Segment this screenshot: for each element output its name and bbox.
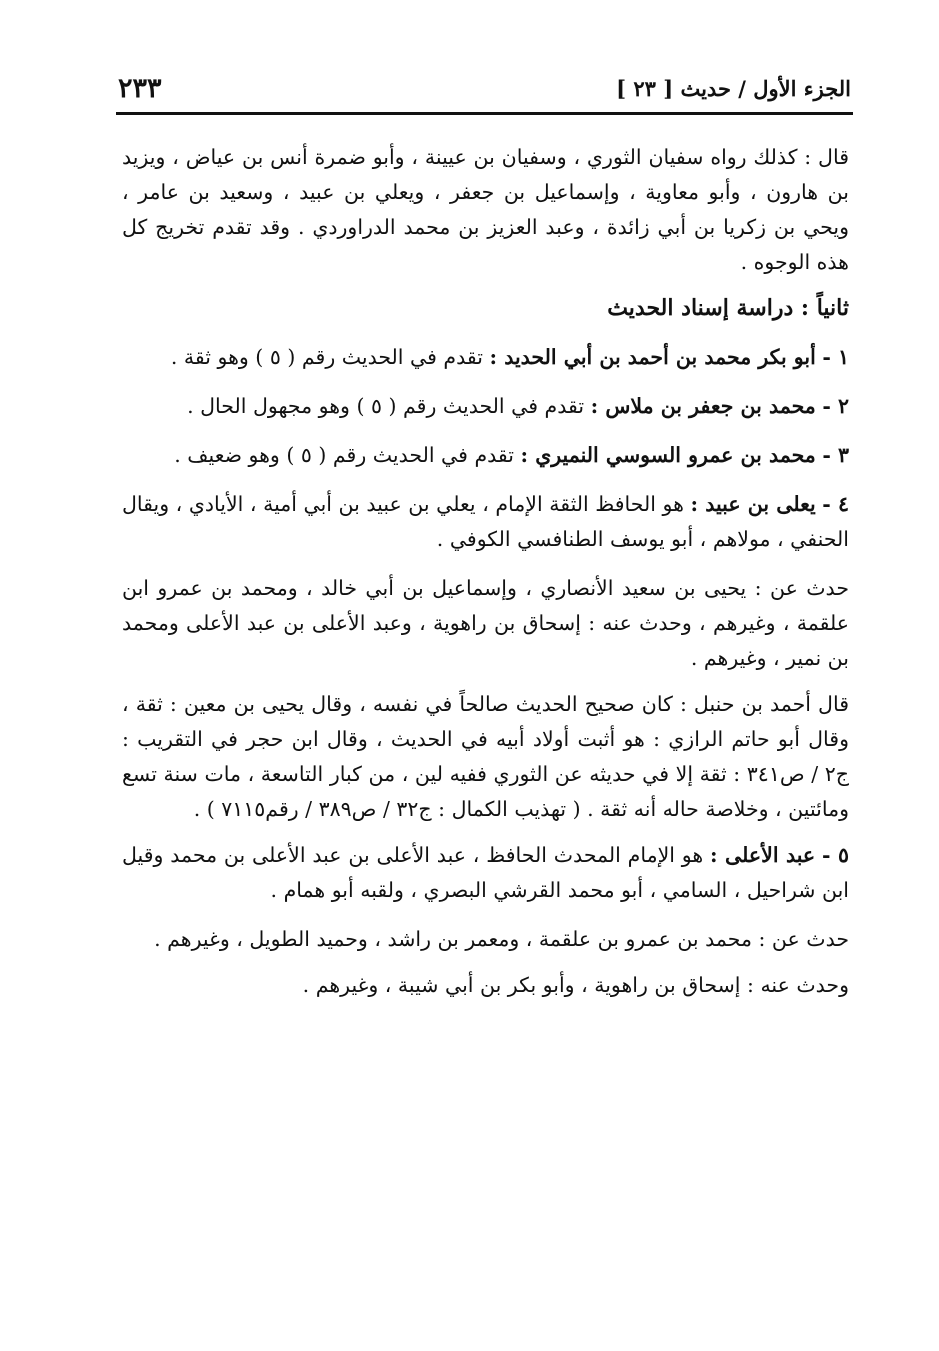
narrator-5-teachers: حدث عن : محمد بن عمرو بن علقمة ، ومعمر بن راشد ، وحميد الطويل ، وغيرهم .	[154, 927, 849, 951]
narrator-text: تقدم في الحديث رقم ( ٥ ) وهو ضعيف .	[174, 443, 514, 467]
header-rule	[116, 112, 853, 115]
narrator-text: هو الحافظ الثقة الإمام ، يعلي بن عبيد بن أبي أمية ، الأيادي ، ويقال الحنفي ، مولاهم ، أبو يوسف الطنافسي الكوفي .	[122, 492, 849, 551]
page-header	[118, 66, 851, 110]
narrator-4-grading: قال أحمد بن حنبل : كان صحيح الحديث صالحاً في نفسه ، وقال يحيى بن معين : ثقة ، وقال أبو حاتم الرازي : هو أثبت أولاد أبيه في الحديث ، وقال ابن حجر في التقريب : ج٢ / ص٣٤١ : ثقة إلا في حديثه عن الثوري ففيه لين ، من كبار التاسعة ، مات سنة تسع ومائتين ، وخلاصة حاله أنه ثقة . ( تهذيب الكمال : ج٣٢ / ص٣٨٩ / رقم٧١١٥ ) .	[122, 692, 849, 821]
narrator-2	[122, 389, 849, 424]
running-head: الجزء الأول / حديث [ ٢٣ ]	[616, 75, 851, 101]
narrator-text: هو الإمام المحدث الحافظ ، عبد الأعلى بن عبد الأعلى بن محمد وقيل ابن شراحيل ، السامي ، أبو محمد القرشي البصري ، ولقبه أبو همام .	[122, 843, 849, 902]
narrator-5	[122, 838, 849, 908]
narrator-number: ٥ -	[822, 843, 849, 867]
narrator-3	[122, 438, 849, 473]
narrator-text: تقدم في الحديث رقم ( ٥ ) وهو ثقة .	[170, 345, 483, 369]
narrator-4	[122, 487, 849, 557]
narrator-name: محمد بن جعفر بن ملاس :	[590, 394, 816, 418]
narrator-name: يعلى بن عبيد :	[690, 492, 816, 516]
narrator-1	[122, 340, 849, 375]
narrator-text: تقدم في الحديث رقم ( ٥ ) وهو مجهول الحال .	[187, 394, 585, 418]
narrator-number: ٤ -	[822, 492, 849, 516]
narrator-name: عبد الأعلى :	[710, 843, 816, 867]
intro-paragraph: قال : كذلك رواه سفيان الثوري ، وسفيان بن عيينة ، وأبو ضمرة أنس بن عياض ، ويزيد بن هارون ، وأبو معاوية ، وإسماعيل بن جعفر ، ويعلي بن عبيد ، وسعيد بن عامر ، ويحي بن زكريا بن أبي زائدة ، وعبد العزيز بن محمد الدراوردي . وقد تقدم تخريج كل هذه الوجوه .	[122, 145, 849, 274]
narrator-5-students: وحدث عنه : إسحاق بن راهوية ، وأبو بكر بن أبي شيبة ، وغيرهم .	[302, 973, 849, 997]
narrator-name: محمد بن عمرو السوسي النميري :	[520, 443, 816, 467]
narrator-number: ١ -	[822, 345, 849, 369]
narrator-4-teachers-students: حدث عن : يحيى بن سعيد الأنصاري ، وإسماعيل بن أبي خالد ، ومحمد بن عمرو ابن علقمة ، وغيرهم ، وحدث عنه : إسحاق بن راهوية ، وعبد الأعلى بن عبد الأعلى ومحمد بن نمير ، وغيرهم .	[122, 576, 849, 670]
narrator-number: ٢ -	[822, 394, 849, 418]
section-heading: ثانياً : دراسة إسناد الحديث	[607, 295, 849, 321]
narrator-name: أبو بكر محمد بن أحمد بن أبي الحديد :	[489, 345, 816, 369]
page-body	[122, 140, 849, 1014]
narrator-number: ٣ -	[822, 443, 849, 467]
page-number: ٢٣٣	[118, 72, 162, 104]
